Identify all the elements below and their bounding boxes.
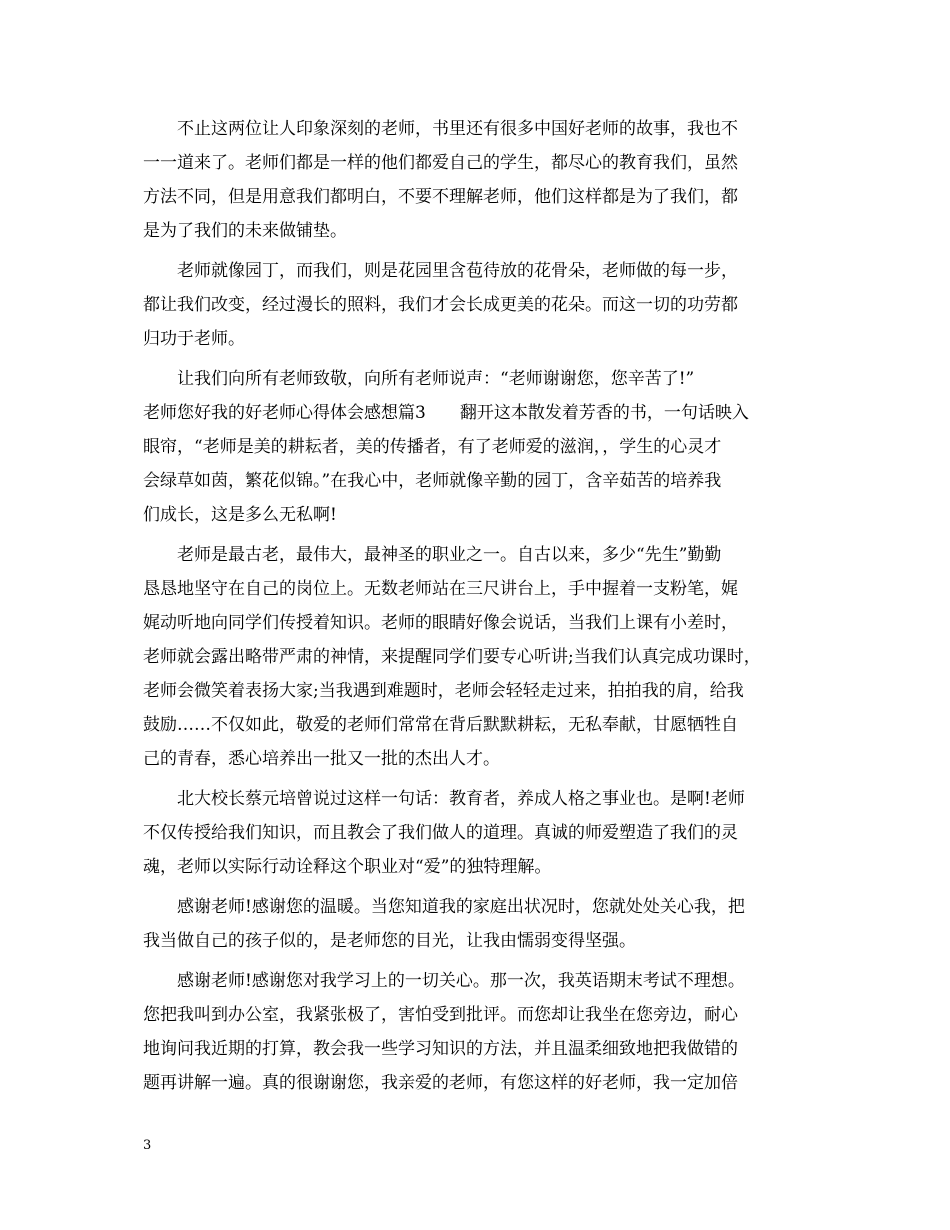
text-line: 地询问我近期的打算，教会我一些学习知识的方法，并且温柔细致地把我做错的	[143, 1039, 738, 1059]
text-line: 己的青春，悉心培养出一批又一批的杰出人才。	[143, 749, 500, 769]
text-line: 让我们向所有老师致敬，向所有老师说声：“老师谢谢您，您辛苦了!”	[143, 369, 695, 389]
text-line: 不仅传授给我们知识，而且教会了我们做人的道理。真诚的师爱塑造了我们的灵	[143, 823, 738, 843]
text-line: 老师就像园丁，而我们，则是花园里含苞待放的花骨朵，老师做的每一步，	[143, 261, 738, 281]
text-line: 会绿草如茵，繁花似锦。”在我心中，老师就像辛勤的园丁，含辛茹苦的培养我	[143, 471, 722, 491]
text-line: 们成长，这是多么无私啊!	[143, 505, 337, 525]
text-line: 恳恳地坚守在自己的岗位上。无数老师站在三尺讲台上，手中握着一支粉笔，娓	[143, 579, 738, 599]
text-line: 北大校长蔡元培曾说过这样一句话：教育者，养成人格之事业也。是啊!老师	[143, 789, 745, 809]
page-number: 3	[143, 1138, 152, 1153]
text-line: 一一道来了。老师们都是一样的他们都爱自己的学生，都尽心的教育我们，虽然	[143, 153, 738, 173]
text-line: 不止这两位让人印象深刻的老师，书里还有很多中国好老师的故事，我也不	[143, 119, 738, 139]
text-line: 感谢老师!感谢您的温暖。当您知道我的家庭出状况时，您就处处关心我，把	[143, 897, 745, 917]
text-line: 老师您好我的好老师心得体会感想篇3 翻开这本散发着芳香的书，一句话映入	[143, 403, 749, 423]
text-line: 归功于老师。	[143, 329, 245, 349]
text-line: 鼓励……不仅如此，敬爱的老师们常常在背后默默耕耘，无私奉献，甘愿牺牲自	[143, 715, 738, 735]
text-line: 是为了我们的未来做铺垫。	[143, 221, 347, 241]
text-line: 老师是最古老，最伟大，最神圣的职业之一。自古以来，多少“先生”勤勤	[143, 545, 722, 565]
text-line: 感谢老师!感谢您对我学习上的一切关心。那一次，我英语期末考试不理想。	[143, 971, 745, 991]
text-line: 老师就会露出略带严肃的神情，来提醒同学们要专心听讲;当我们认真完成功课时，	[143, 647, 761, 667]
text-line: 都让我们改变，经过漫长的照料，我们才会长成更美的花朵。而这一切的功劳都	[143, 295, 738, 315]
text-line: 魂，老师以实际行动诠释这个职业对“爱”的独特理解。	[143, 857, 552, 877]
text-line: 娓动听地向同学们传授着知识。老师的眼睛好像会说话，当我们上课有小差时，	[143, 613, 738, 633]
text-line: 老师会微笑着表扬大家;当我遇到难题时，老师会轻轻走过来，拍拍我的肩，给我	[143, 681, 744, 701]
text-line: 我当做自己的孩子似的，是老师您的目光，让我由懦弱变得坚强。	[143, 931, 636, 951]
text-line: 您把我叫到办公室，我紧张极了，害怕受到批评。而您却让我坐在您旁边，耐心	[143, 1005, 738, 1025]
text-line: 方法不同，但是用意我们都明白，不要不理解老师，他们这样都是为了我们，都	[143, 187, 738, 207]
text-line: 眼帘，“老师是美的耕耘者，美的传播者，有了老师爱的滋润，，学生的心灵才	[143, 437, 722, 457]
text-line: 题再讲解一遍。真的很谢谢您，我亲爱的老师，有您这样的好老师，我一定加倍	[143, 1073, 738, 1093]
